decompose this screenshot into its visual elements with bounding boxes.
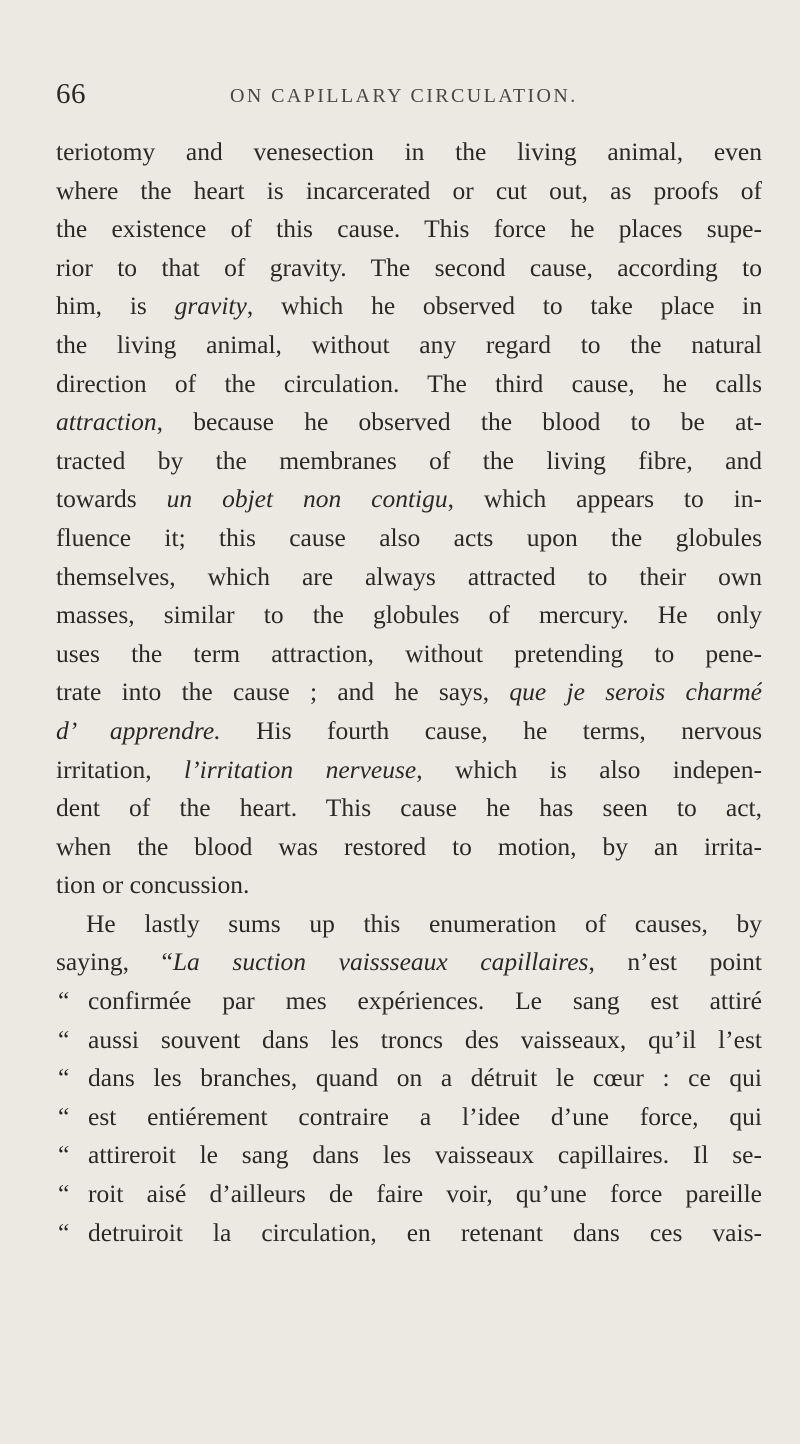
page-number: 66 <box>56 78 86 110</box>
text-line <box>56 789 762 828</box>
text-run: detruiroit la circulation, en retenant dans ces vais- <box>88 1217 762 1247</box>
text-line <box>56 1021 762 1060</box>
text-run: where the heart is incarcerated or cut out, as proofs of <box>56 175 762 205</box>
text-run: teriotomy and venesection in the living animal, even <box>56 137 762 166</box>
text-line <box>56 172 762 211</box>
text-run: fluence it; this cause also acts upon the globules <box>56 522 762 552</box>
text-run: irritation, <box>56 754 185 784</box>
italic-text: d’ apprendre. <box>56 715 221 745</box>
text-line <box>56 982 762 1021</box>
text-run: rior to that of gravity. The second cause, according to <box>56 252 762 282</box>
quote-mark: “ <box>58 1024 70 1054</box>
text-line <box>56 596 762 635</box>
text-run: direction of the circulation. The third cause, he calls <box>56 368 762 398</box>
text-run: , because he observed the blood to be at- <box>156 407 762 437</box>
text-line <box>56 1059 762 1098</box>
quote-mark: “ <box>58 1217 70 1247</box>
quote-mark: “ <box>58 1179 70 1209</box>
text-run: , n’est point <box>588 947 762 977</box>
text-run: tracted by the membranes of the living fibre, and <box>56 445 762 475</box>
italic-text: La suction vaissseaux capillaires <box>172 947 589 977</box>
quote-mark: “ <box>58 986 70 1016</box>
text-run: , which is also indepen- <box>416 754 762 784</box>
text-run: masses, similar to the globules of mercury. He only <box>56 600 762 630</box>
text-run: themselves, which are always attracted to their own <box>56 561 762 591</box>
italic-text: attraction <box>56 407 157 437</box>
text-line <box>56 442 762 481</box>
text-line <box>56 828 762 867</box>
text-run: dans les branches, quand on a détruit le cœur : ce qui <box>88 1063 762 1093</box>
text-run: aussi souvent dans les troncs des vaisseaux, qu’il l’est <box>88 1024 762 1054</box>
text-run: attireroit le sang dans les vaisseaux capillaires. Il se- <box>88 1140 762 1170</box>
text-line <box>56 943 762 982</box>
text-run: saying, “ <box>56 947 173 977</box>
text-run: him, is <box>56 291 175 321</box>
text-run: the existence of this cause. This force he places supe- <box>56 214 762 244</box>
text-line <box>56 480 762 519</box>
text-run: roit aisé d’ailleurs de faire voir, qu’une force pareille <box>88 1179 762 1209</box>
text-run: , which appears to in- <box>447 484 762 514</box>
text-line <box>56 1098 762 1137</box>
body-text <box>56 133 762 1252</box>
text-run: His fourth cause, he terms, nervous <box>220 715 762 745</box>
italic-text: gravity <box>174 291 247 321</box>
text-line <box>56 249 762 288</box>
text-run: , which he observed to take place in <box>246 291 762 321</box>
text-line <box>56 133 762 172</box>
italic-text: que je serois charmé <box>509 677 762 707</box>
text-run: dent of the heart. This cause he has seen to act, <box>56 793 762 823</box>
text-line <box>56 210 762 249</box>
text-line <box>56 326 762 365</box>
text-run: trate into the cause ; and he says, <box>56 677 510 707</box>
text-line <box>56 1175 762 1214</box>
text-line <box>56 1214 762 1253</box>
text-run: est entiérement contraire a l’idee d’une force, qui <box>88 1101 762 1131</box>
text-run: the living animal, without any regard to the natural <box>56 329 762 359</box>
text-line <box>56 403 762 442</box>
quote-mark: “ <box>58 1063 70 1093</box>
text-line <box>56 558 762 597</box>
text-line <box>56 635 762 674</box>
text-line <box>56 519 762 558</box>
running-head <box>56 78 760 118</box>
text-run: when the blood was restored to motion, by an irrita- <box>56 831 762 861</box>
text-run: confirmée par mes expériences. Le sang est attiré <box>88 986 762 1016</box>
text-line <box>56 866 762 905</box>
quote-mark: “ <box>58 1101 70 1131</box>
text-line <box>56 287 762 326</box>
text-run: He lastly sums up this enumeration of causes, by <box>86 908 762 938</box>
quote-mark: “ <box>58 1140 70 1170</box>
text-line <box>56 712 762 751</box>
italic-text: l’irritation nerveuse <box>184 754 417 784</box>
text-run: uses the term attraction, without pretending to pene- <box>56 638 762 668</box>
italic-text: un objet non contigu <box>166 484 448 514</box>
text-run: tion or concussion. <box>56 870 250 900</box>
text-line <box>56 905 762 944</box>
running-title: ON CAPILLARY CIRCULATION. <box>230 85 578 107</box>
text-run: towards <box>56 484 167 514</box>
text-line <box>56 673 762 712</box>
text-line <box>56 751 762 790</box>
text-line <box>56 1136 762 1175</box>
text-line <box>56 365 762 404</box>
